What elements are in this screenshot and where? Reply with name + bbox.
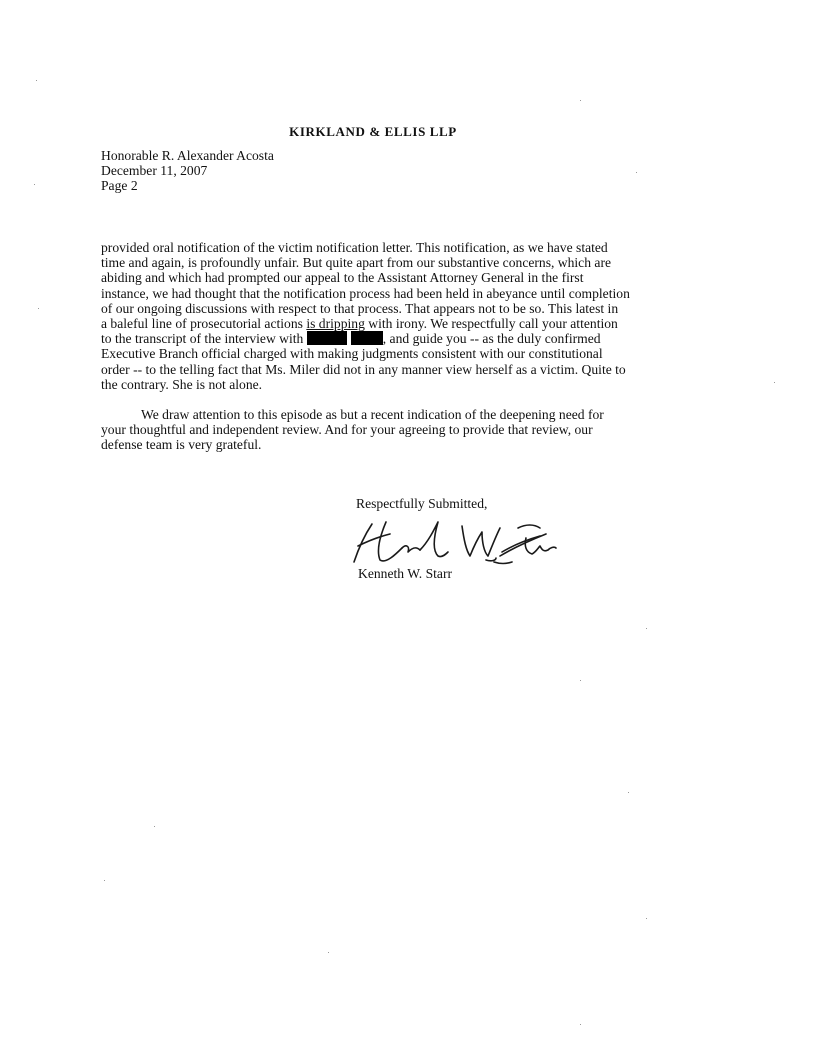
addressee-block — [101, 148, 274, 193]
closing-salutation: Respectfully Submitted, — [356, 496, 488, 511]
scan-speck — [328, 952, 329, 953]
scan-speck — [36, 80, 37, 81]
scan-speck — [774, 382, 775, 383]
handwritten-signature — [350, 516, 560, 568]
text-line: the contrary. She is not alone. — [101, 376, 263, 392]
scan-speck — [580, 1024, 581, 1025]
text-line: your thoughtful and independent review. And for your agreeing to provide that review, our — [101, 422, 593, 438]
scan-speck — [38, 308, 39, 309]
text-line: order -- to the telling fact that Ms. Miler did not in any manner view herself as a victim. Quite to — [101, 361, 626, 377]
body-paragraph-1 — [101, 240, 661, 392]
scan-speck — [104, 880, 105, 881]
text-segment: to the transcript of the interview with — [101, 331, 307, 347]
scan-speck — [646, 628, 647, 629]
underlined-text: is dripping — [306, 316, 365, 332]
letter-date: December 11, 2007 — [101, 163, 208, 178]
page-number: Page 2 — [101, 178, 138, 193]
text-line: We draw attention to this episode as but a recent indication of the deepening need for — [141, 407, 604, 423]
text-line: instance, we had thought that the notification process had been held in abeyance until completion — [101, 285, 630, 301]
text-line — [101, 316, 661, 331]
text-line — [101, 331, 661, 346]
text-line: Executive Branch official charged with making judgments consistent with our constitutional — [101, 346, 603, 362]
text-segment: a baleful line of prosecutorial actions — [101, 316, 307, 332]
firm-letterhead: KIRKLAND & ELLIS LLP — [289, 124, 457, 139]
addressee-name: Honorable R. Alexander Acosta — [101, 148, 274, 163]
text-line: abiding and which had prompted our appeal to the Assistant Attorney General in the first — [101, 270, 584, 286]
scan-speck — [580, 100, 581, 101]
signer-name: Kenneth W. Starr — [358, 566, 453, 581]
letter-body — [101, 240, 661, 468]
redaction-block — [307, 331, 347, 345]
scan-speck — [646, 918, 647, 919]
scan-speck — [34, 184, 35, 185]
text-segment: with irony. We respectfully call your attention — [364, 316, 618, 332]
redaction-block — [351, 331, 383, 345]
scan-speck — [628, 792, 629, 793]
body-paragraph-2 — [101, 407, 661, 453]
text-segment: , and guide you -- as the duly confirmed — [382, 331, 601, 347]
text-line: time and again, is profoundly unfair. But quite apart from our substantive concerns, which are — [101, 255, 612, 271]
text-line: defense team is very grateful. — [101, 437, 262, 453]
text-line: of our ongoing discussions with respect to that process. That appears not to be so. This latest in — [101, 300, 619, 316]
scan-speck — [154, 826, 155, 827]
text-line: provided oral notification of the victim notification letter. This notification, as we have stated — [101, 240, 608, 255]
scan-speck — [580, 680, 581, 681]
scan-speck — [636, 172, 637, 173]
